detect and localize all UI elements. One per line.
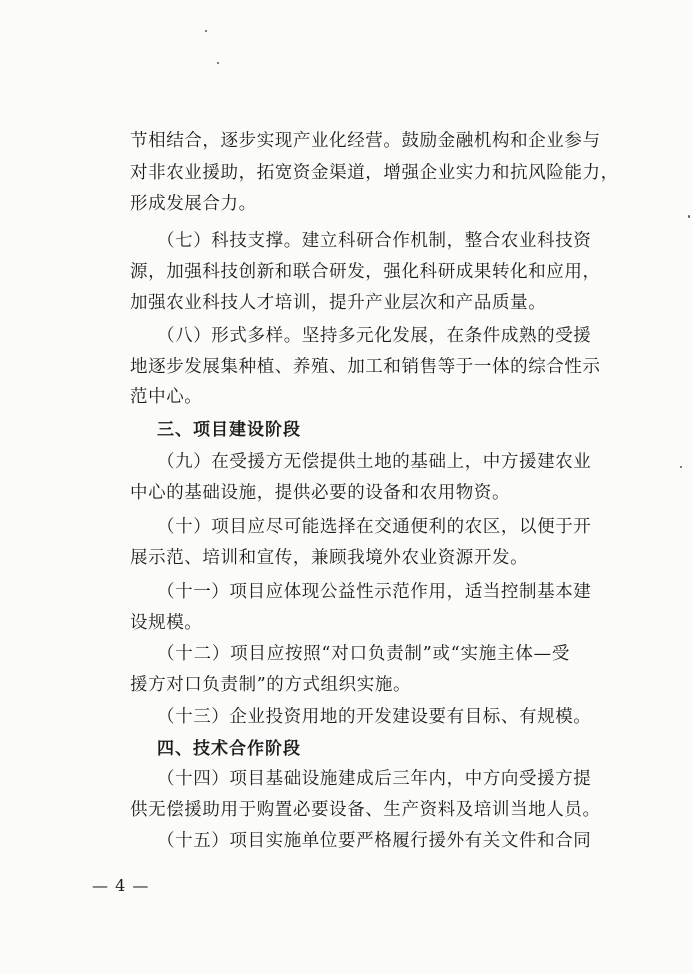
body-line: 节相结合，逐步实现产业化经营。鼓励金融机构和企业参与 [130,131,601,151]
section-heading: 三、项目建设阶段 [157,420,301,440]
body-line: 援方对口负责制”的方式组织实施。 [130,675,412,695]
paragraph-12-line: （十二）项目应按照“对口负责制”或“实施主体—受 [157,644,570,664]
body-line: 加强农业科技人才培训，提升产业层次和产品质量。 [130,293,547,313]
body-line: 中心的基础设施，提供必要的设备和农用物资。 [130,483,511,503]
section-heading: 四、技术合作阶段 [157,739,301,759]
scan-speck [680,466,682,468]
body-line: 地逐步发展集种植、养殖、加工和销售等于一体的综合性示 [130,357,601,377]
paragraph-7-line: （七）科技支撑。建立科研合作机制，整合农业科技资 [157,231,592,251]
paragraph-10-line: （十）项目应尽可能选择在交通便利的农区，以便于开 [157,517,592,537]
body-line: 设规模。 [130,613,203,633]
body-line: 形成发展合力。 [130,194,257,214]
scan-speck [217,62,219,64]
body-line: 展示范、培训和宣传，兼顾我境外农业资源开发。 [130,548,529,568]
paragraph-15-line: （十五）项目实施单位要严格履行援外有关文件和合同 [157,831,592,851]
body-line: 对非农业援助，拓宽资金渠道，增强企业实力和抗风险能力， [130,163,619,183]
body-line: 范中心。 [130,387,203,407]
scan-speck [688,215,690,218]
page-number: — 4 — [92,876,150,895]
paragraph-8-line: （八）形式多样。坚持多元化发展，在条件成熟的受援 [157,326,592,346]
paragraph-13-line: （十三）企业投资用地的开发建设要有目标、有规模。 [157,707,592,727]
paragraph-14-line: （十四）项目基础设施建成后三年内，中方向受援方提 [157,769,592,789]
body-line: 源，加强科技创新和联合研发，强化科研成果转化和应用， [130,262,601,282]
paragraph-11-line: （十一）项目应体现公益性示范作用，适当控制基本建 [157,582,592,602]
scan-speck [205,30,207,32]
body-line: 供无偿援助用于购置必要设备、生产资料及培训当地人员。 [130,800,601,820]
paragraph-9-line: （九）在受援方无偿提供土地的基础上，中方援建农业 [157,452,592,472]
